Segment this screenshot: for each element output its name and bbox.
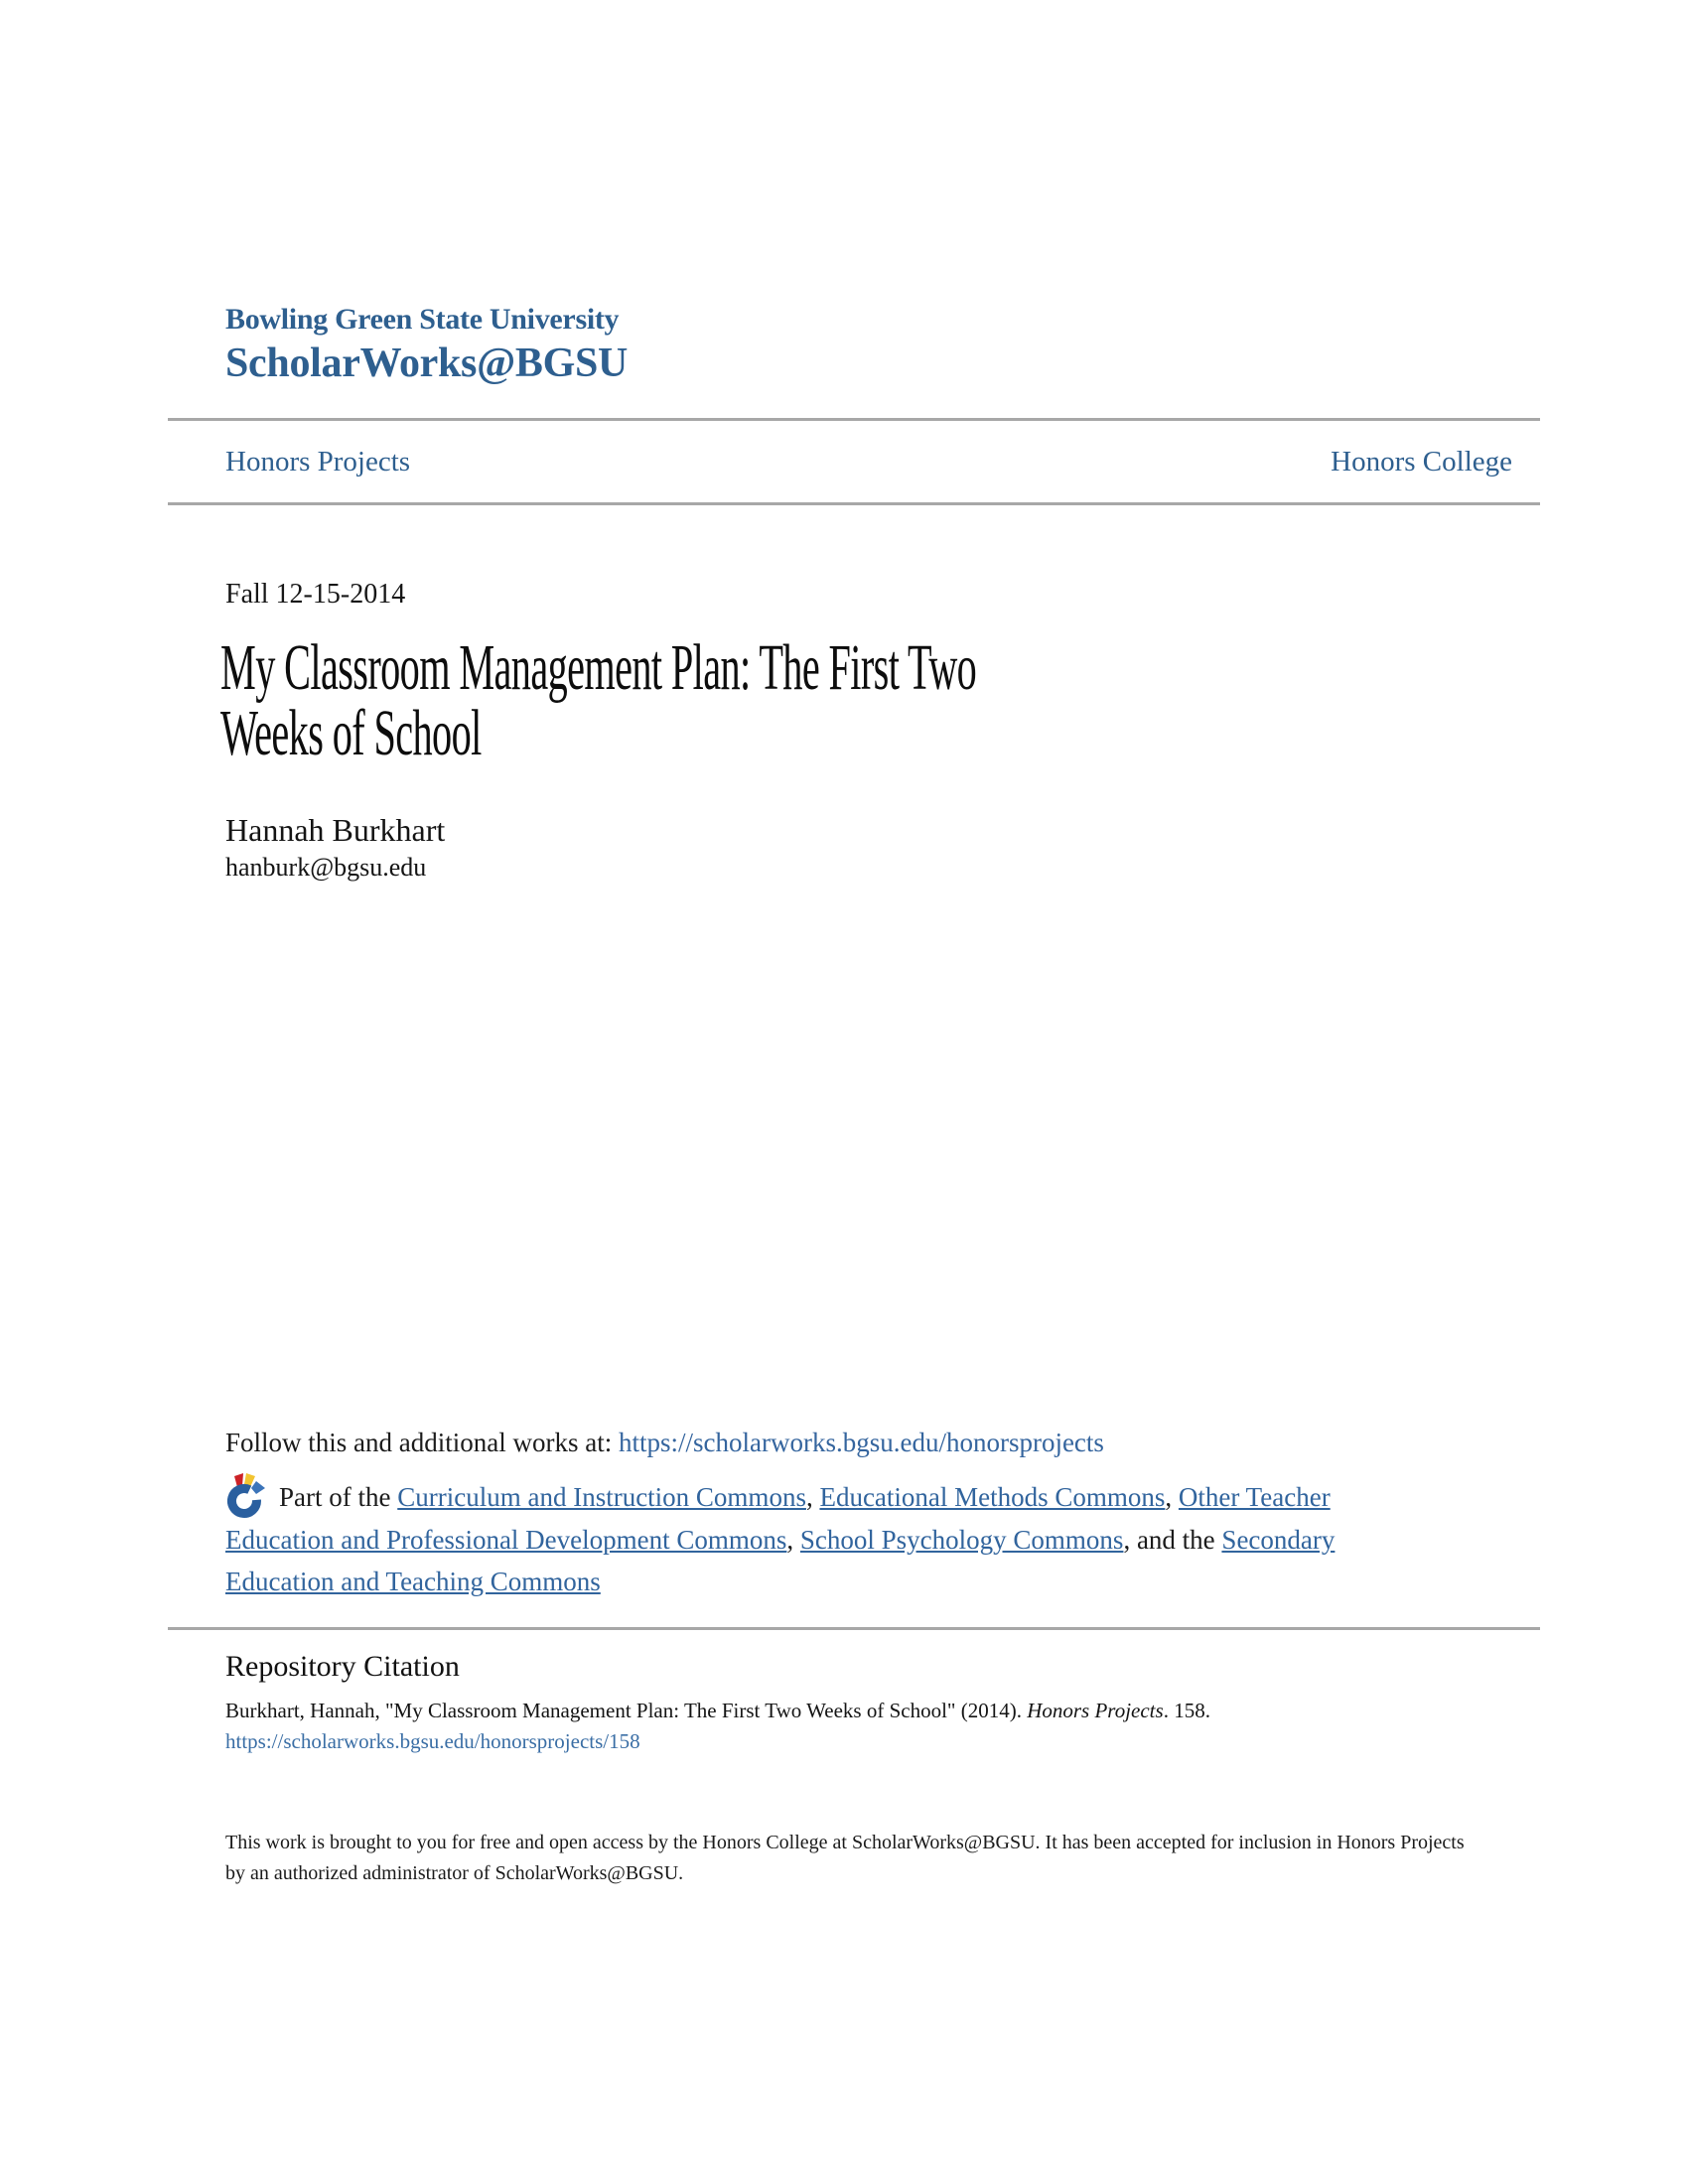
part-of-commons-paragraph — [225, 1472, 1367, 1602]
nav-link-honors-college[interactable]: Honors College — [1331, 446, 1512, 478]
commons-link-educational-methods[interactable]: Educational Methods Commons — [819, 1482, 1166, 1512]
publication-date: Fall 12-15-2014 — [225, 579, 406, 610]
follow-works-url-link[interactable]: https://scholarworks.bgsu.edu/honorsprojects — [618, 1428, 1104, 1457]
divider-citation — [168, 1627, 1540, 1630]
separator: , and the — [1123, 1525, 1222, 1555]
repository-url-line — [225, 1729, 640, 1754]
divider-top — [168, 418, 1540, 421]
separator: , — [786, 1525, 800, 1555]
footer-statement: This work is brought to you for free and open access by the Honors College at ScholarWorks@BGSU. It has been accepted for inclusion in Honors Projects by an authorized administrator of ScholarWorks@BGSU. — [225, 1832, 1465, 1884]
citation-after: . 158. — [1163, 1699, 1210, 1722]
divider-nav — [168, 502, 1540, 505]
page-title: My Classroom Management Plan: The First Two Weeks of School — [220, 631, 977, 769]
citation-series-italic: Honors Projects — [1027, 1699, 1164, 1722]
citation-before: Burkhart, Hannah, "My Classroom Management Plan: The First Two Weeks of School" (2014). — [225, 1699, 1028, 1722]
commons-link-secondary-education[interactable]: Secondary Education and Teaching Commons — [225, 1525, 1336, 1596]
masthead[interactable] — [225, 301, 628, 388]
separator: , — [1165, 1482, 1179, 1512]
breadcrumb-nav — [225, 444, 1512, 479]
commons-link-curriculum-instruction[interactable]: Curriculum and Instruction Commons — [397, 1482, 806, 1512]
follow-works-label: Follow this and additional works at: — [225, 1428, 619, 1457]
commons-link-other-teacher-education[interactable]: Other Teacher Education and Professional Development Commons — [225, 1482, 1331, 1555]
repository-url-link[interactable]: https://scholarworks.bgsu.edu/honorsprojects/158 — [225, 1729, 640, 1753]
author-email: hanburk@bgsu.edu — [225, 853, 427, 882]
follow-works-line — [225, 1428, 1104, 1458]
nav-link-honors-projects[interactable]: Honors Projects — [225, 446, 411, 478]
commons-link-school-psychology[interactable]: School Psychology Commons — [799, 1525, 1124, 1555]
part-of-prefix: Part of the — [279, 1482, 398, 1512]
site-title: ScholarWorks@BGSU — [225, 341, 629, 386]
university-name: Bowling Green State University — [225, 303, 620, 336]
repository-citation-heading: Repository Citation — [225, 1650, 460, 1683]
digital-commons-network-icon — [225, 1472, 267, 1519]
separator: , — [805, 1482, 820, 1512]
citation-text — [225, 1695, 1486, 1726]
author-name: Hannah Burkhart — [225, 812, 446, 848]
